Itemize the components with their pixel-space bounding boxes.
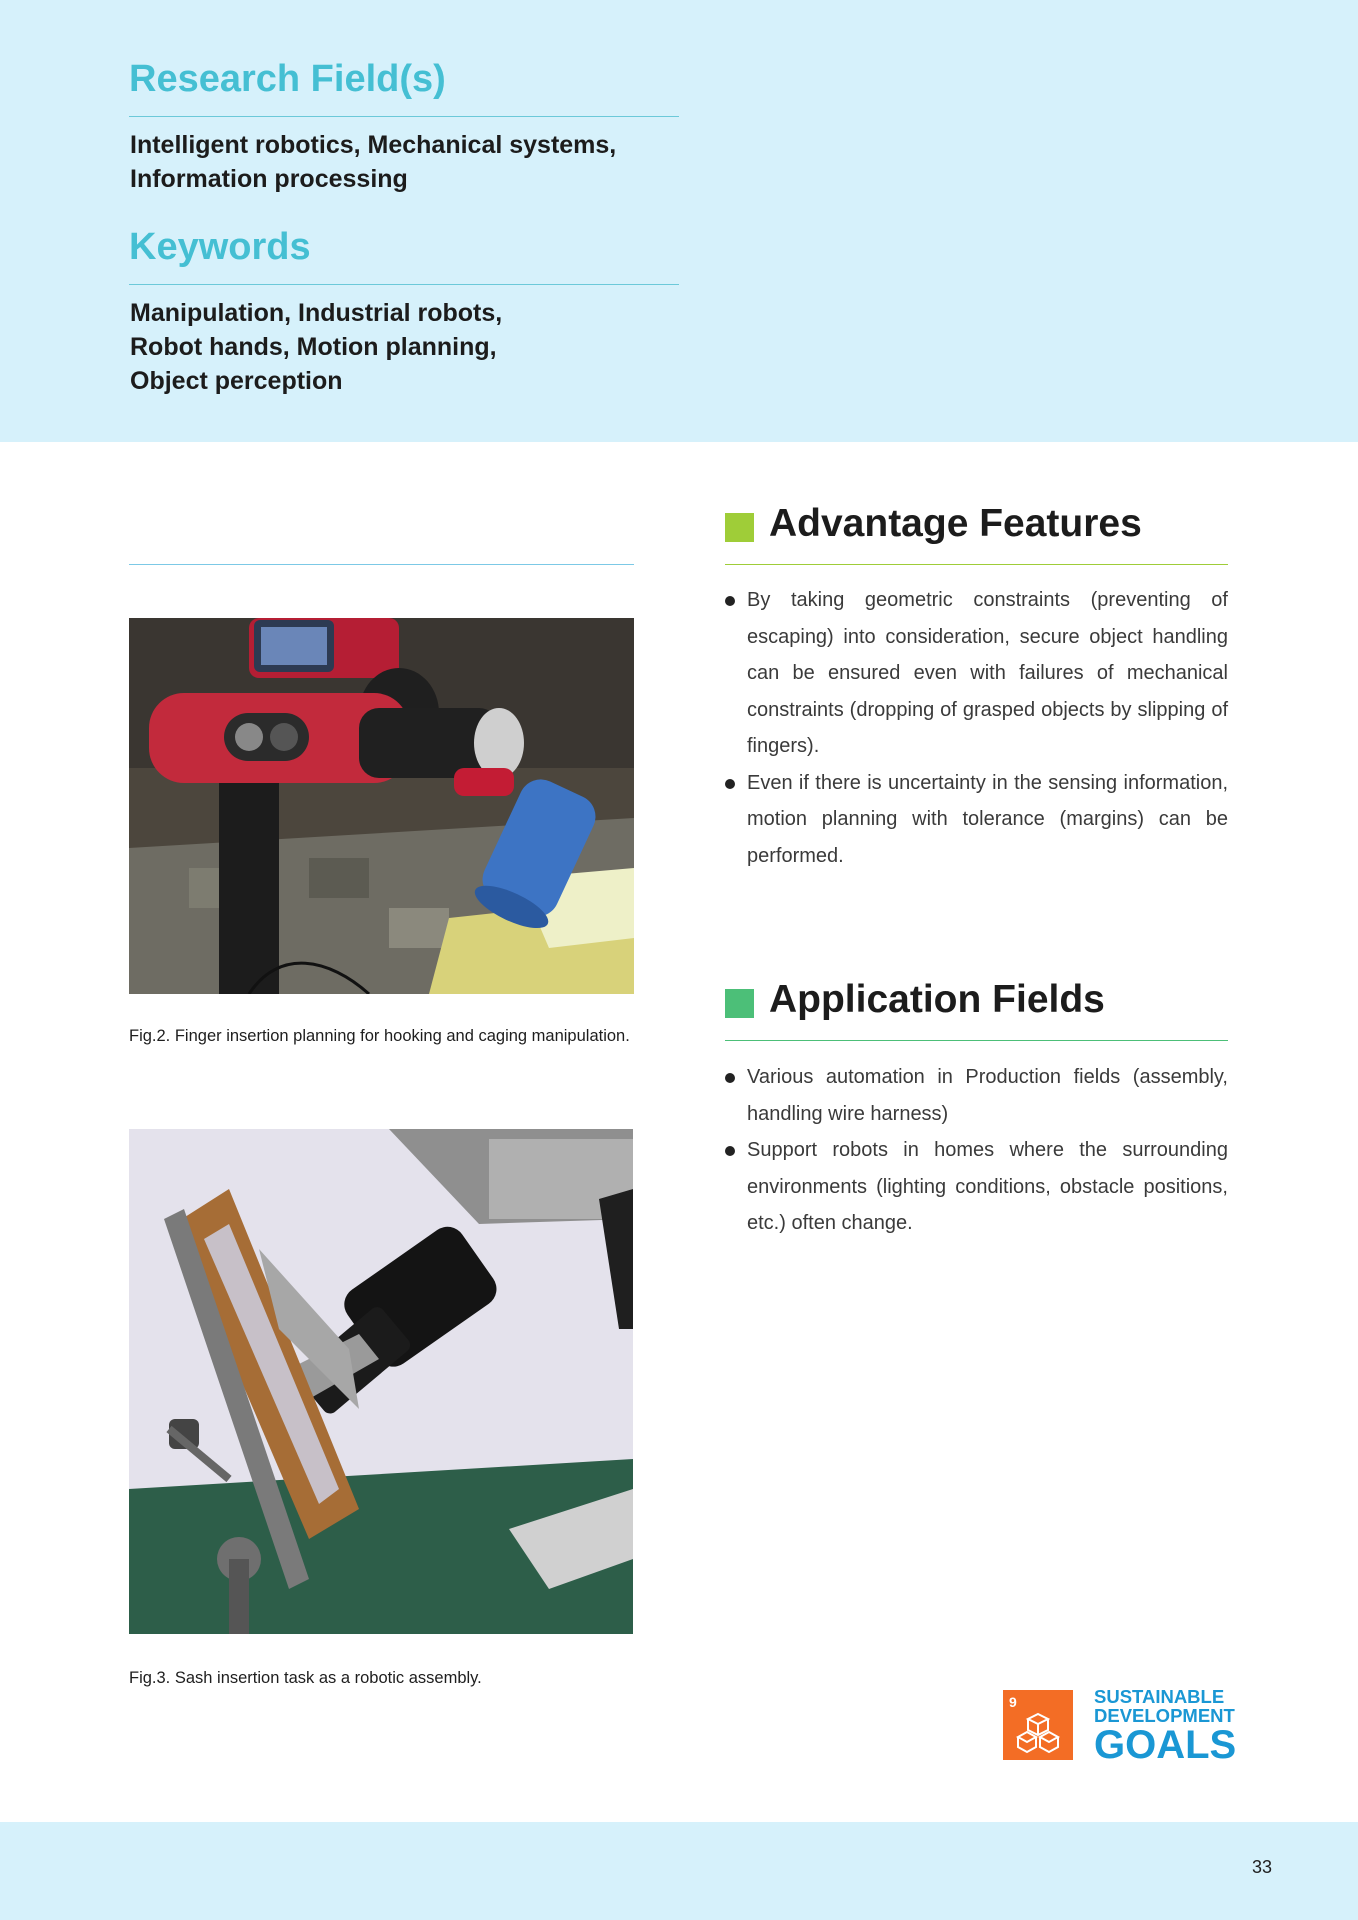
footer-band bbox=[0, 1822, 1358, 1920]
research-field-heading: Research Field(s) bbox=[129, 58, 446, 100]
keywords-rule bbox=[129, 284, 679, 285]
keywords-text bbox=[130, 296, 690, 398]
figure-3-caption: Fig.3. Sash insertion task as a robotic assembly. bbox=[129, 1669, 482, 1687]
keywords-heading: Keywords bbox=[129, 226, 311, 268]
advantage-features-header bbox=[725, 502, 1228, 558]
sash-insertion-illustration bbox=[129, 1129, 633, 1634]
list-item: Support robots in homes where the surrounding environments (lighting conditions, obstacle positions, etc.) often change. bbox=[725, 1132, 1228, 1242]
application-fields-title: Application Fields bbox=[769, 978, 1105, 1021]
application-fields-list bbox=[725, 1059, 1228, 1242]
cubes-icon bbox=[1003, 1690, 1073, 1760]
green-square-icon bbox=[725, 513, 754, 542]
bullet-icon bbox=[725, 779, 735, 789]
figure-robot-arm-photo bbox=[129, 618, 634, 994]
list-item: Even if there is uncertainty in the sensing information, motion planning with tolerance (margins) can be performed. bbox=[725, 765, 1228, 875]
advantage-features-list bbox=[725, 582, 1228, 874]
bullet-icon bbox=[725, 1146, 735, 1156]
list-item: By taking geometric constraints (preventing of escaping) into consideration, secure object handling can be ensured even with failures of mechanical constraints (dropping of grasped objects by slipping of fingers). bbox=[725, 582, 1228, 765]
robot-arm-illustration bbox=[129, 618, 634, 994]
figure-2-caption: Fig.2. Finger insertion planning for hooking and caging manipulation. bbox=[129, 1027, 630, 1045]
sdg-goal-9-icon: 9 bbox=[1003, 1690, 1073, 1760]
list-item: Various automation in Production fields (assembly, handling wire harness) bbox=[725, 1059, 1228, 1132]
bullet-icon bbox=[725, 1073, 735, 1083]
advantage-features-title: Advantage Features bbox=[769, 502, 1142, 545]
application-fields-rule bbox=[725, 1040, 1228, 1041]
research-field-rule bbox=[129, 116, 679, 117]
figure-sash-insertion-photo bbox=[129, 1129, 633, 1634]
page-number: 33 bbox=[1251, 1857, 1272, 1877]
research-field-text: Intelligent robotics, Mechanical systems, Information processing bbox=[130, 131, 617, 193]
keywords-line: Object perception bbox=[130, 367, 343, 395]
advantage-features-rule bbox=[725, 564, 1228, 565]
application-fields-header bbox=[725, 978, 1228, 1034]
bullet-icon bbox=[725, 596, 735, 606]
sdg-logo: SUSTAINABLE DEVELOPMENT GOALS bbox=[1094, 1686, 1237, 1767]
keywords-line: Manipulation, Industrial robots, bbox=[130, 299, 503, 327]
keywords-line: Robot hands, Motion planning, bbox=[130, 333, 497, 361]
green-square-icon bbox=[725, 989, 754, 1018]
left-column-rule bbox=[129, 564, 634, 565]
